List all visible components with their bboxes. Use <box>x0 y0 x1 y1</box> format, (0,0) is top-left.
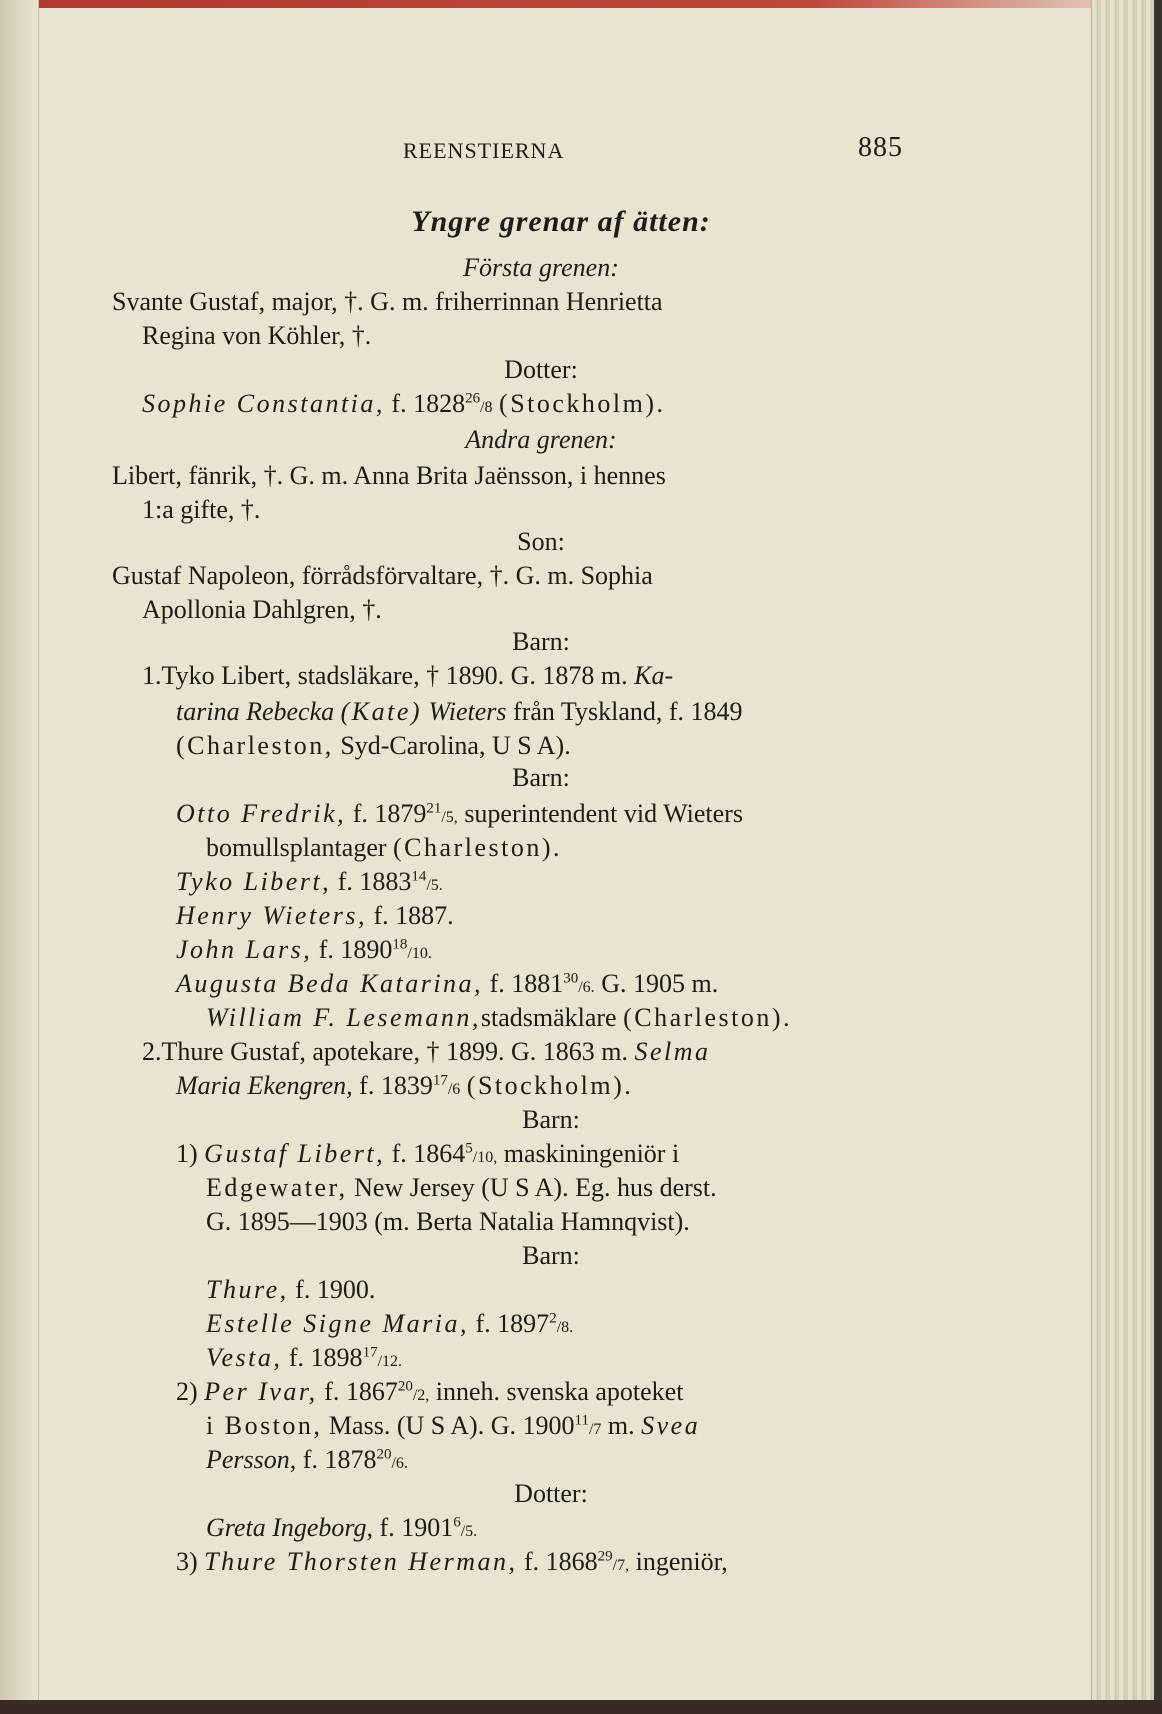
child-tyko: Tyko Libert, f. 1883$^{14}$/5. <box>176 867 443 896</box>
grandchild-thure: Thure, f. 1900. <box>206 1275 376 1304</box>
son-line-1: Gustaf Napoleon, förrådsförvaltare, †. G. m. Sophia <box>112 561 653 590</box>
tyko-line-3: (Charleston, Syd-Carolina, U S A). <box>176 731 571 760</box>
page-number: 885 <box>858 132 903 163</box>
child-john: John Lars, f. 1890$^{18}$/10. <box>176 935 432 964</box>
tyko-line-1: 1.Tyko Libert, stadsläkare, † 1890. G. 1878 m. Ka- <box>142 661 674 690</box>
grandchild-estelle: Estelle Signe Maria, f. 1897$^2$/8. <box>206 1309 574 1338</box>
gustaf-libert-children-heading: Barn: <box>522 1241 580 1270</box>
child-augusta-line-2: William F. Lesemann,stadsmäklare (Charleston). <box>206 1003 793 1032</box>
thure-children-heading: Barn: <box>522 1105 580 1134</box>
thure-line-1: 2.Thure Gustaf, apotekare, † 1899. G. 1863 m. Selma <box>142 1037 711 1066</box>
grandchild-greta: Greta Ingeborg, f. 1901$^6$/5. <box>206 1513 478 1542</box>
gustaf-libert-line-2: Edgewater, New Jersey (U S A). Eg. hus derst. <box>206 1173 717 1202</box>
first-branch-line-1: Svante Gustaf, major, †. G. m. friherrinnan Henrietta <box>112 287 663 316</box>
child-otto-line-2: bomullsplantager (Charleston). <box>206 833 562 862</box>
first-branch-heading: Första grenen: <box>463 253 619 282</box>
second-branch-line-2: 1:a gifte, †. <box>142 495 261 524</box>
page-top-edge <box>0 0 1162 8</box>
second-branch-heading: Andra grenen: <box>465 425 617 454</box>
child-augusta-line-1: Augusta Beda Katarina, f. 1881$^{30}$/6. G. 1905 m. <box>176 969 719 998</box>
children-heading: Barn: <box>512 627 570 656</box>
per-ivar-line-3: Persson, f. 1878$^{20}$/6. <box>206 1445 408 1474</box>
page-bottom-edge <box>0 1700 1162 1714</box>
second-branch-line-1: Libert, fänrik, †. G. m. Anna Brita Jaënsson, i hennes <box>112 461 666 490</box>
section-title: Yngre grenar af ätten: <box>411 205 711 238</box>
daughter-entry: Sophie Constantia, f. 1828$^{26}$/8 (Stockholm). <box>142 389 666 418</box>
tyko-children-heading: Barn: <box>512 763 570 792</box>
daughter-heading: Dotter: <box>504 355 578 384</box>
first-branch-line-2: Regina von Köhler, †. <box>142 321 372 350</box>
son-line-2: Apollonia Dahlgren, †. <box>142 595 382 624</box>
son-heading: Son: <box>517 527 565 556</box>
gustaf-libert-line-3: G. 1895—1903 (m. Berta Natalia Hamnqvist). <box>206 1207 690 1236</box>
tyko-line-2: tarina Rebecka (Kate) Wieters från Tyskland, f. 1849 <box>176 697 743 726</box>
thure-thorsten-line-1: 3) Thure Thorsten Herman, f. 1868$^{29}$/7, ingeniör, <box>176 1547 728 1576</box>
grandchild-vesta: Vesta, f. 1898$^{17}$/12. <box>206 1343 403 1372</box>
per-ivar-daughter-heading: Dotter: <box>514 1479 588 1508</box>
per-ivar-line-2: i Boston, Mass. (U S A). G. 1900$^{11}$/7 m. Svea <box>206 1411 701 1440</box>
thure-line-2: Maria Ekengren, f. 1839$^{17}$/6 (Stockholm). <box>176 1071 634 1100</box>
child-otto-line-1: Otto Fredrik, f. 1879$^{21}$/5, superintendent vid Wieters <box>176 799 743 828</box>
gustaf-libert-line-1: 1) Gustaf Libert, f. 1864$^5$/10, maskiningeniör i <box>176 1139 680 1168</box>
running-header: REENSTIERNA <box>403 138 565 163</box>
child-henry: Henry Wieters, f. 1887. <box>176 901 454 930</box>
per-ivar-line-1: 2) Per Ivar, f. 1867$^{20}$/2, inneh. svenska apoteket <box>176 1377 684 1406</box>
